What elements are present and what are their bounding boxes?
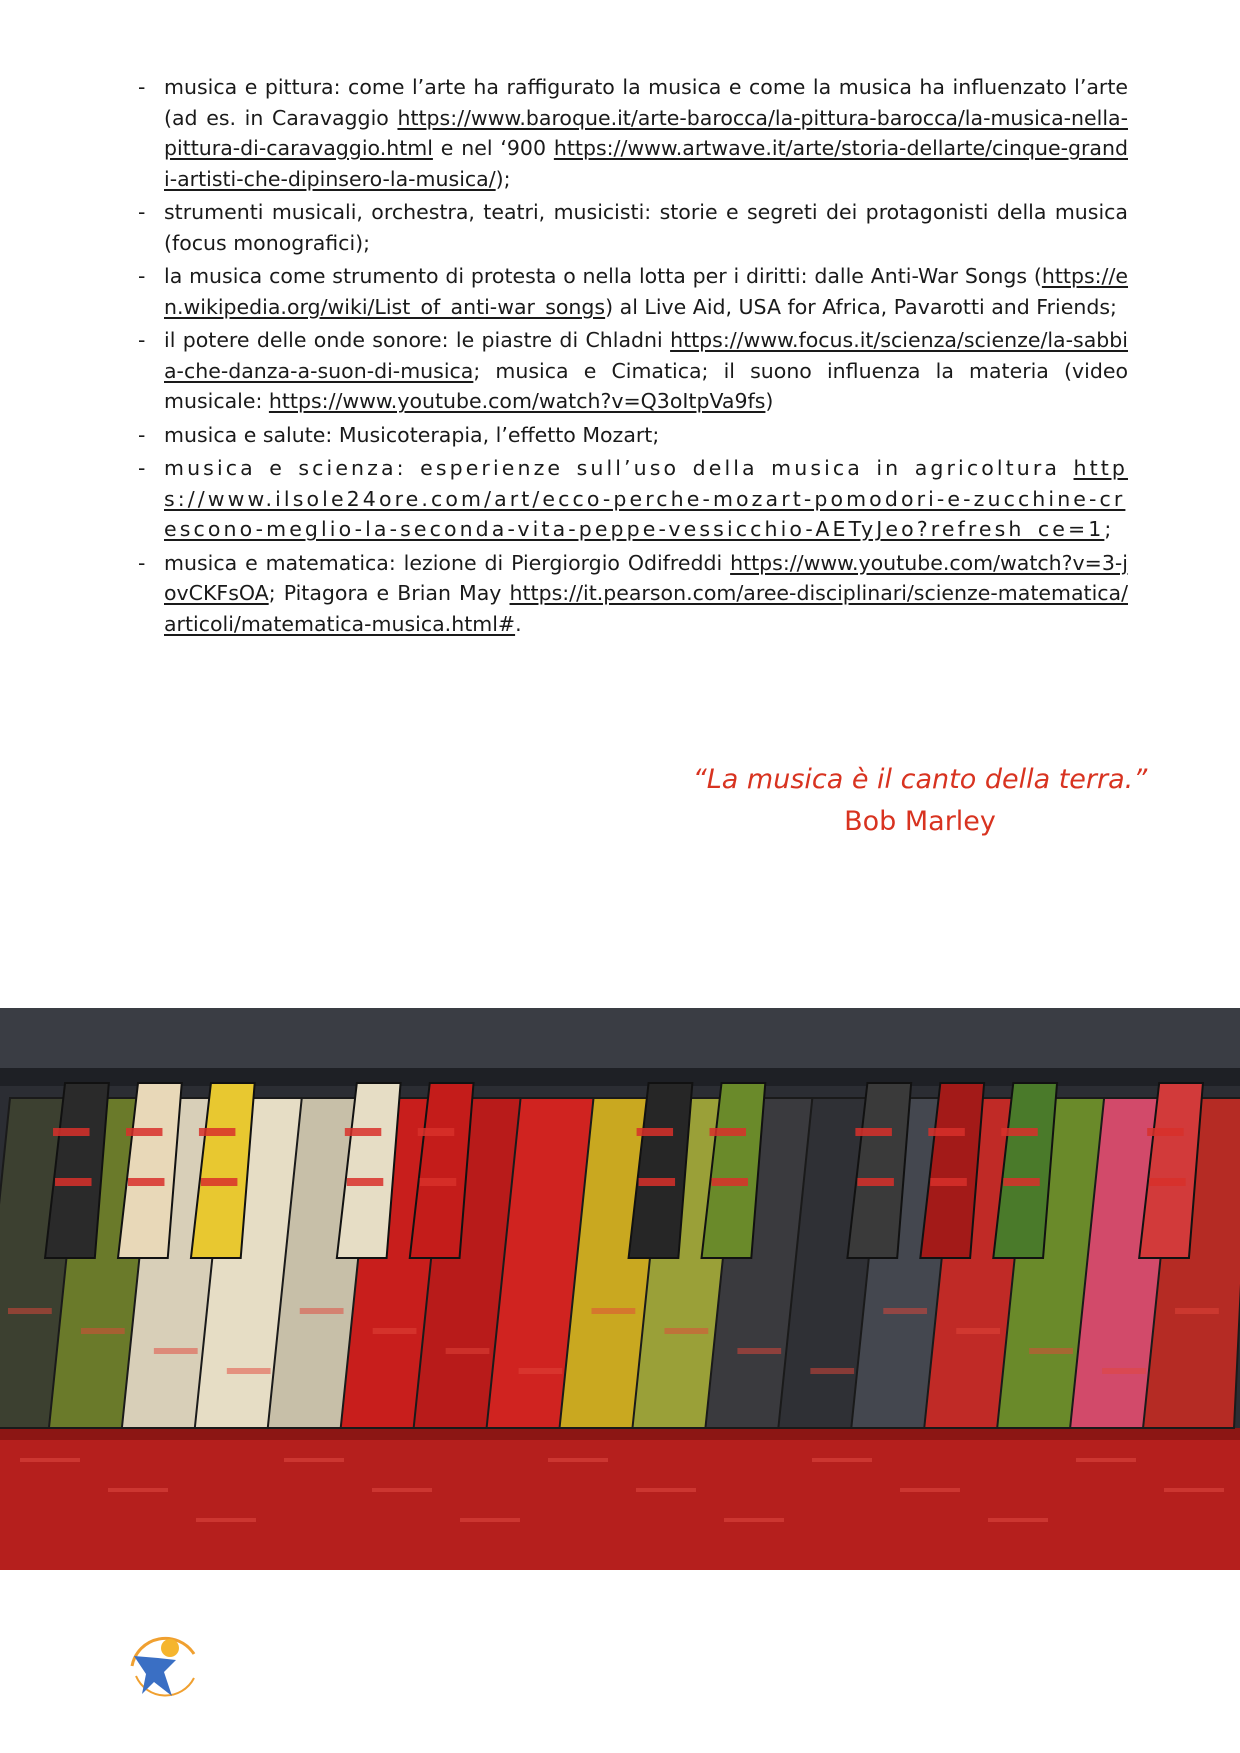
topic-item bbox=[138, 325, 1128, 417]
topic-link[interactable]: https://www.artwave.it/arte/storia-dellarte/cinque-grandi-artisti-che-dipinsero-la-musica/ bbox=[164, 136, 1128, 191]
topic-text: musica e matematica: lezione di Piergiorgio Odifreddi bbox=[164, 550, 731, 575]
star-figure-logo-icon bbox=[124, 1626, 200, 1698]
topic-text: ) al Live Aid, USA for Africa, Pavarotti and Friends; bbox=[605, 294, 1117, 319]
topic-text: ) bbox=[765, 389, 774, 413]
bullet-dash: - bbox=[138, 264, 146, 288]
topic-text: musica e salute: Musicoterapia, l’effetto Mozart; bbox=[164, 422, 660, 447]
quote-author: Bob Marley bbox=[844, 806, 996, 837]
topic-item bbox=[138, 453, 1128, 545]
topic-link[interactable]: https://www.baroque.it/arte-barocca/la-pittura-barocca/la-musica-nella-pittura-di-caravaggio.html bbox=[164, 105, 1128, 160]
topic-text: ; bbox=[1104, 517, 1115, 541]
bullet-dash: - bbox=[138, 550, 146, 575]
topic-item bbox=[138, 197, 1128, 258]
topic-item bbox=[138, 420, 1128, 451]
topic-text: musica e pittura: come l’arte ha raffigurato la musica e come la musica ha influenzato l’arte (ad es. in Caravaggio bbox=[164, 75, 1128, 130]
topic-link[interactable]: https://www.ilsole24ore.com/art/ecco-perche-mozart-pomodori-e-zucchine-crescono-meglio-la-seconda-vita-peppe-vessicchio-AETyJeo?refresh_ce=1 bbox=[164, 456, 1128, 541]
topic-item bbox=[138, 548, 1128, 640]
topic-link[interactable]: https://www.youtube.com/watch?v=3-jovCKFsOA bbox=[164, 550, 1128, 605]
topic-link[interactable]: https://en.wikipedia.org/wiki/List_of_anti-war_songs bbox=[164, 264, 1128, 319]
bullet-dash: - bbox=[138, 75, 146, 99]
topic-link[interactable]: https://www.youtube.com/watch?v=Q3oItpVa9fs bbox=[268, 389, 766, 413]
bullet-dash: - bbox=[138, 328, 146, 352]
quote-text: “La musica è il canto della terra.” bbox=[692, 764, 1148, 795]
painted-piano-photo bbox=[0, 1008, 1240, 1570]
topic-item bbox=[138, 261, 1128, 322]
topic-text: ; Pitagora e Brian May bbox=[268, 581, 510, 605]
topic-text: la musica come strumento di protesta o nella lotta per i diritti: dalle Anti-War Songs ( bbox=[164, 264, 1042, 288]
topic-text: ; musica e Cimatica; il suono influenza la materia (video musicale: bbox=[164, 358, 1128, 413]
topic-text: e nel ‘900 bbox=[432, 136, 554, 160]
topic-link[interactable]: https://it.pearson.com/aree-disciplinari/scienze-matematica/articoli/matematica-musica.html# bbox=[164, 581, 1128, 636]
topic-link[interactable]: https://www.focus.it/scienza/scienze/la-sabbia-che-danza-a-suon-di-musica bbox=[164, 328, 1128, 383]
topic-item bbox=[138, 72, 1128, 194]
topic-text: ); bbox=[495, 166, 511, 191]
topic-list bbox=[138, 72, 1128, 642]
topic-text: il potere delle onde sonore: le piastre di Chladni bbox=[164, 328, 671, 352]
bullet-dash: - bbox=[138, 200, 146, 224]
bullet-dash: - bbox=[138, 456, 149, 480]
topic-text: strumenti musicali, orchestra, teatri, musicisti: storie e segreti dei protagonisti della musica (focus monografici); bbox=[164, 200, 1128, 255]
topic-text: . bbox=[515, 611, 522, 636]
bullet-dash: - bbox=[138, 422, 146, 447]
topic-text: musica e scienza: esperienze sull’uso della musica in agricoltura bbox=[164, 456, 1074, 480]
